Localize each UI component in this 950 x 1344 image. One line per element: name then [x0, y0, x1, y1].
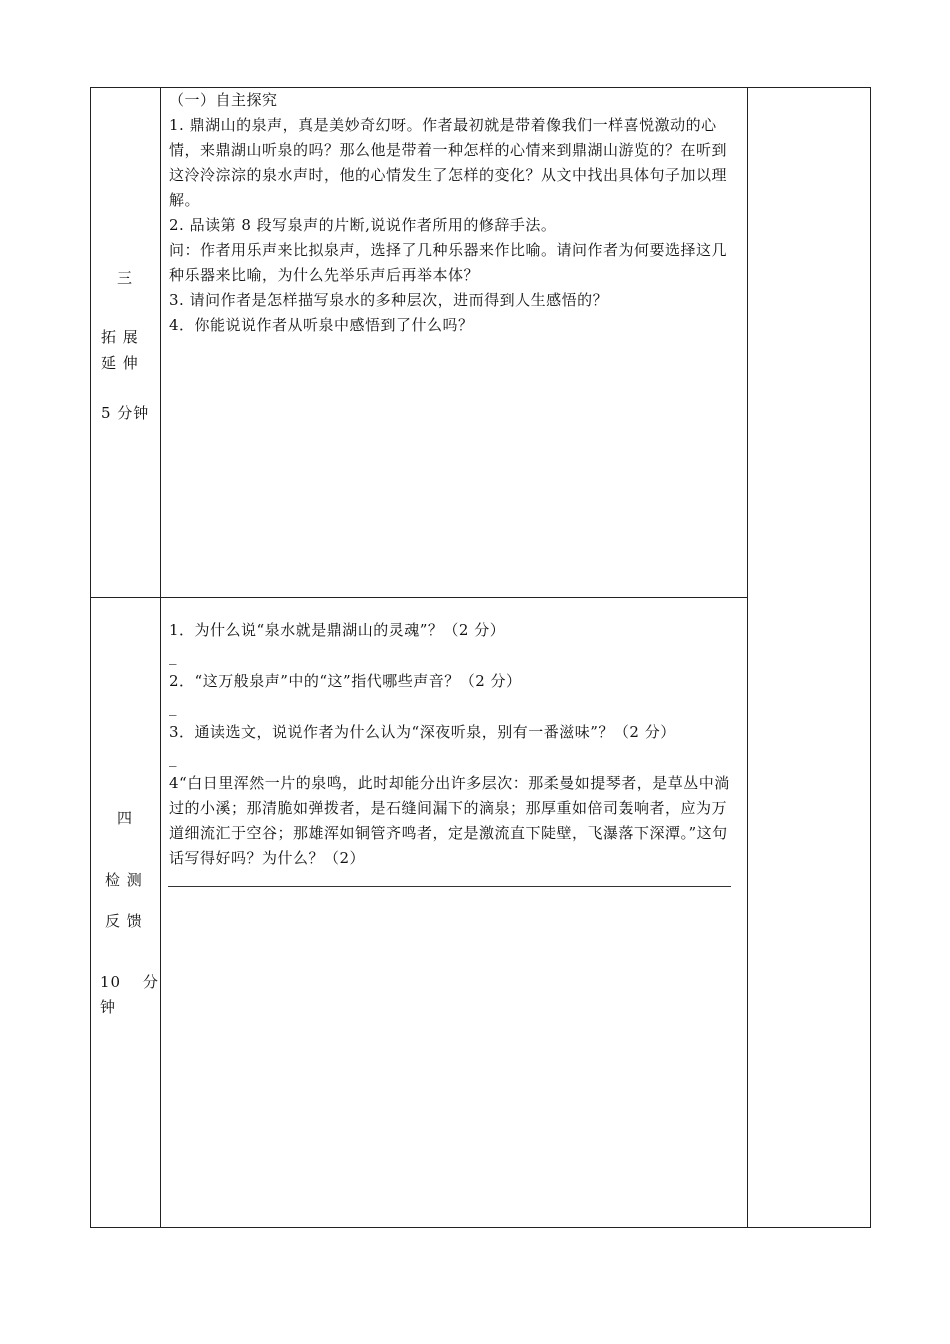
- table-row-divider: [91, 597, 748, 598]
- section3-question-1: 1. 鼎湖山的泉声，真是美妙奇幻呀。作者最初就是带着像我们一样喜悦激动的心情，来鼎湖山听泉的吗？那么他是带着一种怎样的心情来到鼎湖山游览的？在听到这泠泠淙淙的泉水声时，他的心情发生了怎样的变化？从文中找出具体句子加以理解。: [169, 116, 728, 209]
- section3-heading: （一）自主探究: [169, 91, 278, 109]
- section4-question-2: 2．“这万般泉声”中的“这”指代哪些声音？（2 分）: [169, 672, 522, 690]
- section3-number: 三: [117, 269, 134, 287]
- section3-time: 5 分钟: [101, 404, 150, 422]
- section4-number: 四: [117, 809, 134, 827]
- answer-line: [168, 886, 731, 887]
- section4-time-line2: 钟: [100, 998, 117, 1016]
- section3-question-3: 3. 请问作者是怎样描写泉水的多种层次，进而得到人生感悟的？: [169, 291, 609, 309]
- section3-question-2-sub: 问：作者用乐声来比拟泉声，选择了几种乐器来作比喻。请问作者为何要选择这几种乐器来比喻，为什么先举乐声后再举本体？: [169, 241, 728, 284]
- section4-question-4: 4“白日里浑然一片的泉鸣，此时却能分出许多层次：那柔曼如提琴者，是草丛中淌过的小溪；那清脆如弹拨者，是石缝间漏下的滴泉；那厚重如倍司轰响者，应为万道细流汇于空谷；那雄浑如铜管齐鸣者，定是激流直下陡壁，飞瀑落下深潭。”这句话写得好吗？为什么？（2）: [169, 774, 730, 867]
- section3-name-line2: 延 伸: [101, 354, 139, 372]
- section4-question-3: 3．通读选文，说说作者为什么认为“深夜听泉，别有一番滋味”？（2 分）: [169, 723, 676, 741]
- section3-question-2: 2. 品读第 8 段写泉声的片断,说说作者所用的修辞手法。: [169, 216, 557, 234]
- section4-name-line2: 反 馈: [105, 912, 143, 930]
- answer-blank-3: _: [169, 749, 177, 767]
- section3-name-line1: 拓 展: [101, 328, 139, 346]
- answer-blank-2: _: [169, 698, 177, 716]
- section4-time-line1: 10 分: [100, 973, 159, 991]
- section3-content: [169, 88, 737, 338]
- section3-question-4: 4．你能说说作者从听泉中感悟到了什么吗？: [169, 316, 474, 334]
- table-divider-right: [747, 88, 748, 1227]
- table-divider-left: [160, 88, 161, 1227]
- section4-question-1: 1．为什么说“泉水就是鼎湖山的灵魂”？（2 分）: [169, 621, 506, 639]
- answer-blank-1: _: [169, 647, 177, 665]
- section4-name-line1: 检 测: [105, 871, 143, 889]
- section4-content: [169, 618, 737, 871]
